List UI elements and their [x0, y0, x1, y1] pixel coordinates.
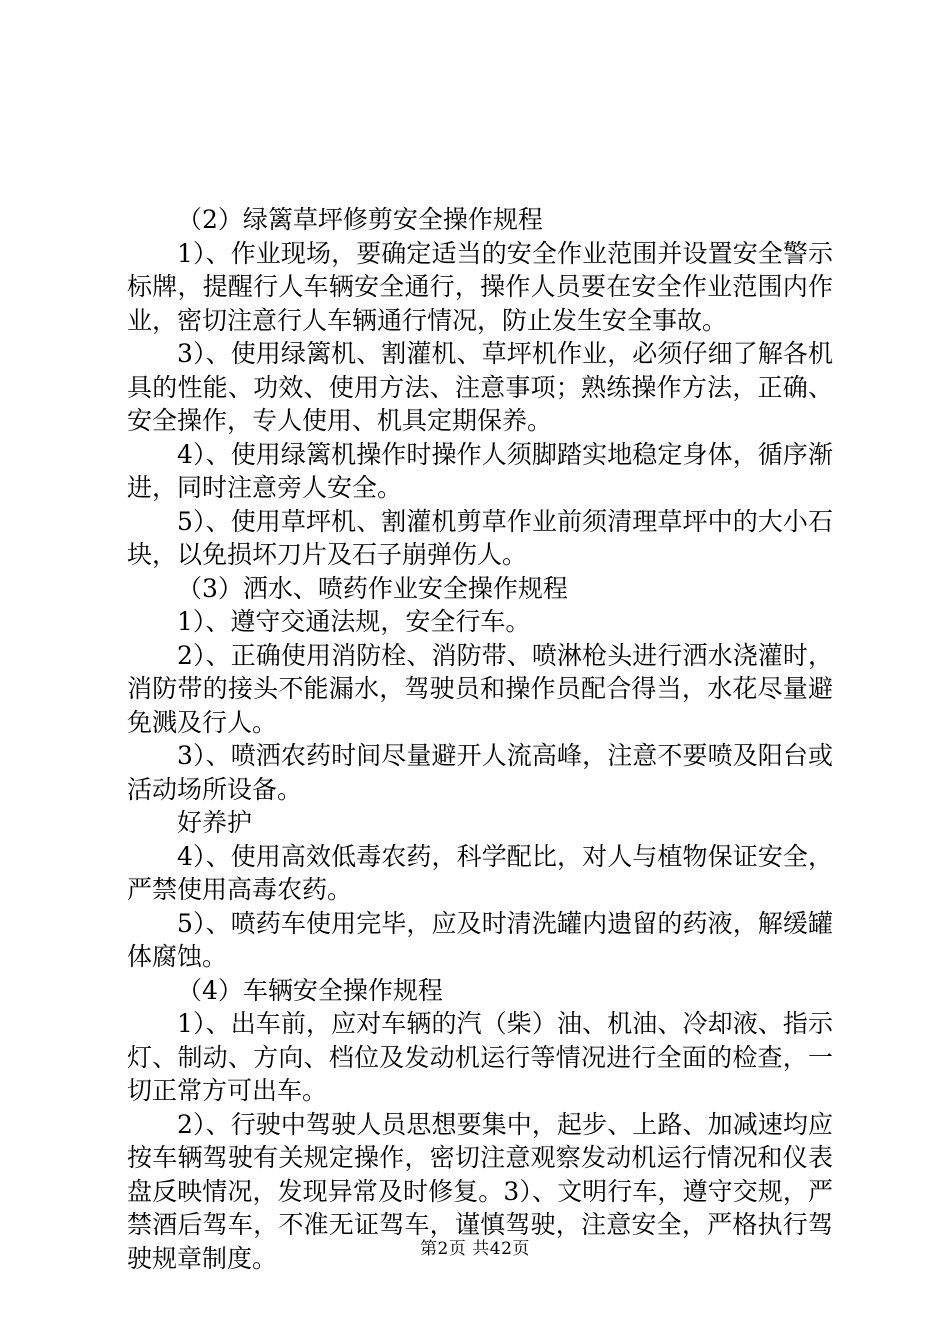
paragraph: 2）、正确使用消防栓、消防带、喷淋枪头进行洒水浇灌时，消防带的接头不能漏水，驾驶员和操作员配合得当，水花尽量避免溅及行人。: [127, 640, 833, 737]
page-number-footer: 第2页 共42页: [420, 1239, 530, 1259]
paragraph: 4）、使用绿篱机操作时操作人须脚踏实地稳定身体，循序渐进，同时注意旁人安全。: [127, 439, 833, 502]
paragraph: 5）、喷药车使用完毕，应及时清洗罐内遗留的药液，解缓罐体腐蚀。: [127, 908, 833, 971]
paragraph: 2）、行驶中驾驶人员思想要集中，起步、上路、加减速均应按车辆驾驶有关规定操作，密切注意观察发动机运行情况和仪表盘反映情况，发现异常及时修复。3）、文明行车，遵守交规，严禁酒后驾车，不准无证驾车，谨慎驾驶，注意安全，严格执行驾驶规章制度。: [127, 1109, 833, 1273]
paragraph: 好养护: [177, 808, 253, 837]
paragraph: 5）、使用草坪机、割灌机剪草作业前须清理草坪中的大小石块，以免损坏刀片及石子崩弹伤人。: [127, 506, 833, 569]
paragraph: 3）、使用绿篱机、割灌机、草坪机作业，必须仔细了解各机具的性能、功效、使用方法、注意事项；熟练操作方法，正确、安全操作，专人使用、机具定期保养。: [127, 339, 833, 435]
paragraph: 1）、遵守交通法规，安全行车。: [177, 607, 531, 636]
section-heading-4: （4）车辆安全操作规程: [177, 975, 443, 1005]
paragraph: 1）、出车前，应对车辆的汽（柴）油、机油、冷却液、指示灯、制动、方向、档位及发动机运行等情况进行全面的检查，一切正常方可出车。: [127, 1009, 833, 1105]
section-heading-2: （2）绿篱草坪修剪安全操作规程: [177, 205, 543, 234]
document-body: [127, 203, 833, 1275]
paragraph: 1）、作业现场，要确定适当的安全作业范围并设置安全警示标牌，提醒行人车辆安全通行，操作人员要在安全作业范围内作业，密切注意行人车辆通行情况，防止发生安全事故。: [127, 238, 833, 335]
paragraph: 4）、使用高效低毒农药，科学配比，对人与植物保证安全，严禁使用高毒农药。: [127, 841, 833, 904]
paragraph: 3）、喷洒农药时间尽量避开人流高峰，注意不要喷及阳台或活动场所设备。: [127, 741, 833, 804]
section-heading-3: （3）洒水、喷药作业安全操作规程: [177, 573, 568, 603]
